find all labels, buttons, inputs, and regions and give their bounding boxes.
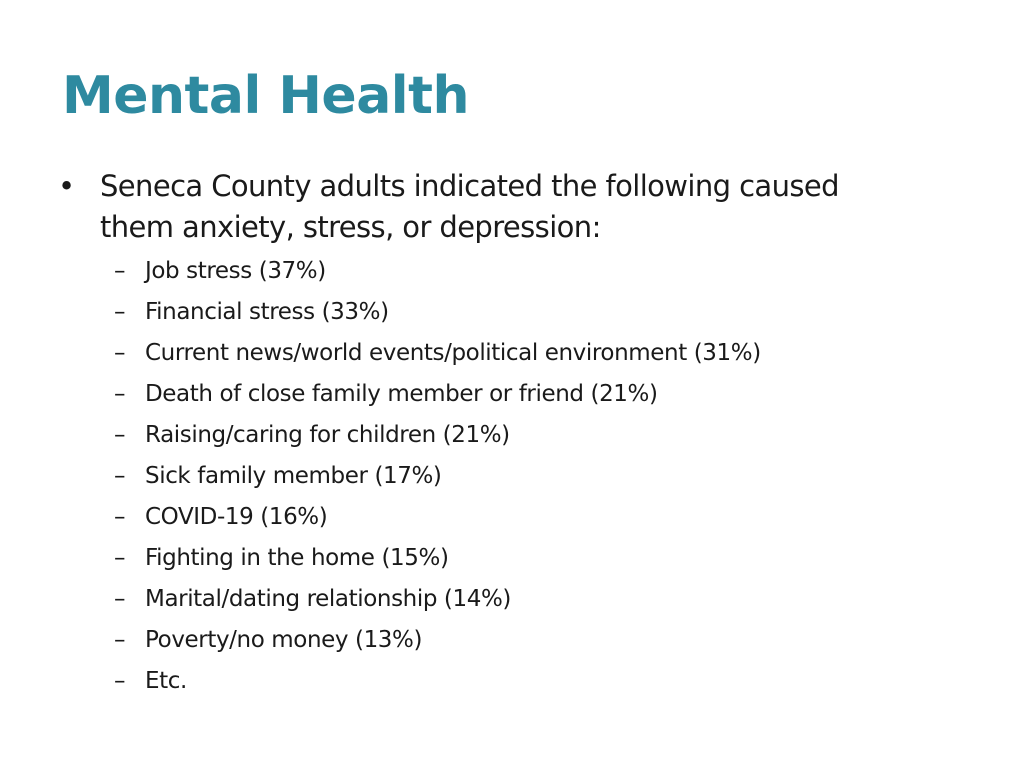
- list-item-text: COVID-19 (16%): [145, 504, 328, 530]
- dash-icon: –: [114, 299, 126, 325]
- list-item-text: Job stress (37%): [145, 258, 326, 284]
- list-item-text: Marital/dating relationship (14%): [145, 586, 511, 612]
- stressor-list: [58, 251, 958, 702]
- list-item: [58, 538, 958, 579]
- list-item-text: Current news/world events/political environment (31%): [145, 340, 761, 366]
- dash-icon: –: [114, 545, 126, 571]
- dash-icon: –: [114, 463, 126, 489]
- main-bullet-line-1: Seneca County adults indicated the following caused: [100, 169, 839, 203]
- slide-title: Mental Health: [62, 66, 469, 126]
- list-item: [58, 579, 958, 620]
- list-item: [58, 661, 958, 702]
- list-item: [58, 374, 958, 415]
- list-item: [58, 333, 958, 374]
- list-item-text: Financial stress (33%): [145, 299, 389, 325]
- dash-icon: –: [114, 422, 126, 448]
- list-item: [58, 620, 958, 661]
- list-item: [58, 251, 958, 292]
- list-item-text: Sick family member (17%): [145, 463, 442, 489]
- dash-icon: –: [114, 258, 126, 284]
- slide-body: [58, 166, 958, 702]
- list-item-text: Poverty/no money (13%): [145, 627, 423, 653]
- list-item-text: Fighting in the home (15%): [145, 545, 449, 571]
- list-item: [58, 497, 958, 538]
- dash-icon: –: [114, 340, 126, 366]
- list-item-text: Death of close family member or friend (21%): [145, 381, 658, 407]
- list-item-text: Etc.: [145, 668, 187, 694]
- dash-icon: –: [114, 504, 126, 530]
- dash-icon: –: [114, 381, 126, 407]
- dash-icon: –: [114, 668, 126, 694]
- main-bullet-line-2: them anxiety, stress, or depression:: [100, 210, 601, 244]
- dash-icon: –: [114, 586, 126, 612]
- list-item-text: Raising/caring for children (21%): [145, 422, 510, 448]
- dash-icon: –: [114, 627, 126, 653]
- list-item: [58, 292, 958, 333]
- main-bullet: [58, 166, 958, 248]
- list-item: [58, 415, 958, 456]
- list-item: [58, 456, 958, 497]
- bullet-icon: •: [58, 169, 75, 203]
